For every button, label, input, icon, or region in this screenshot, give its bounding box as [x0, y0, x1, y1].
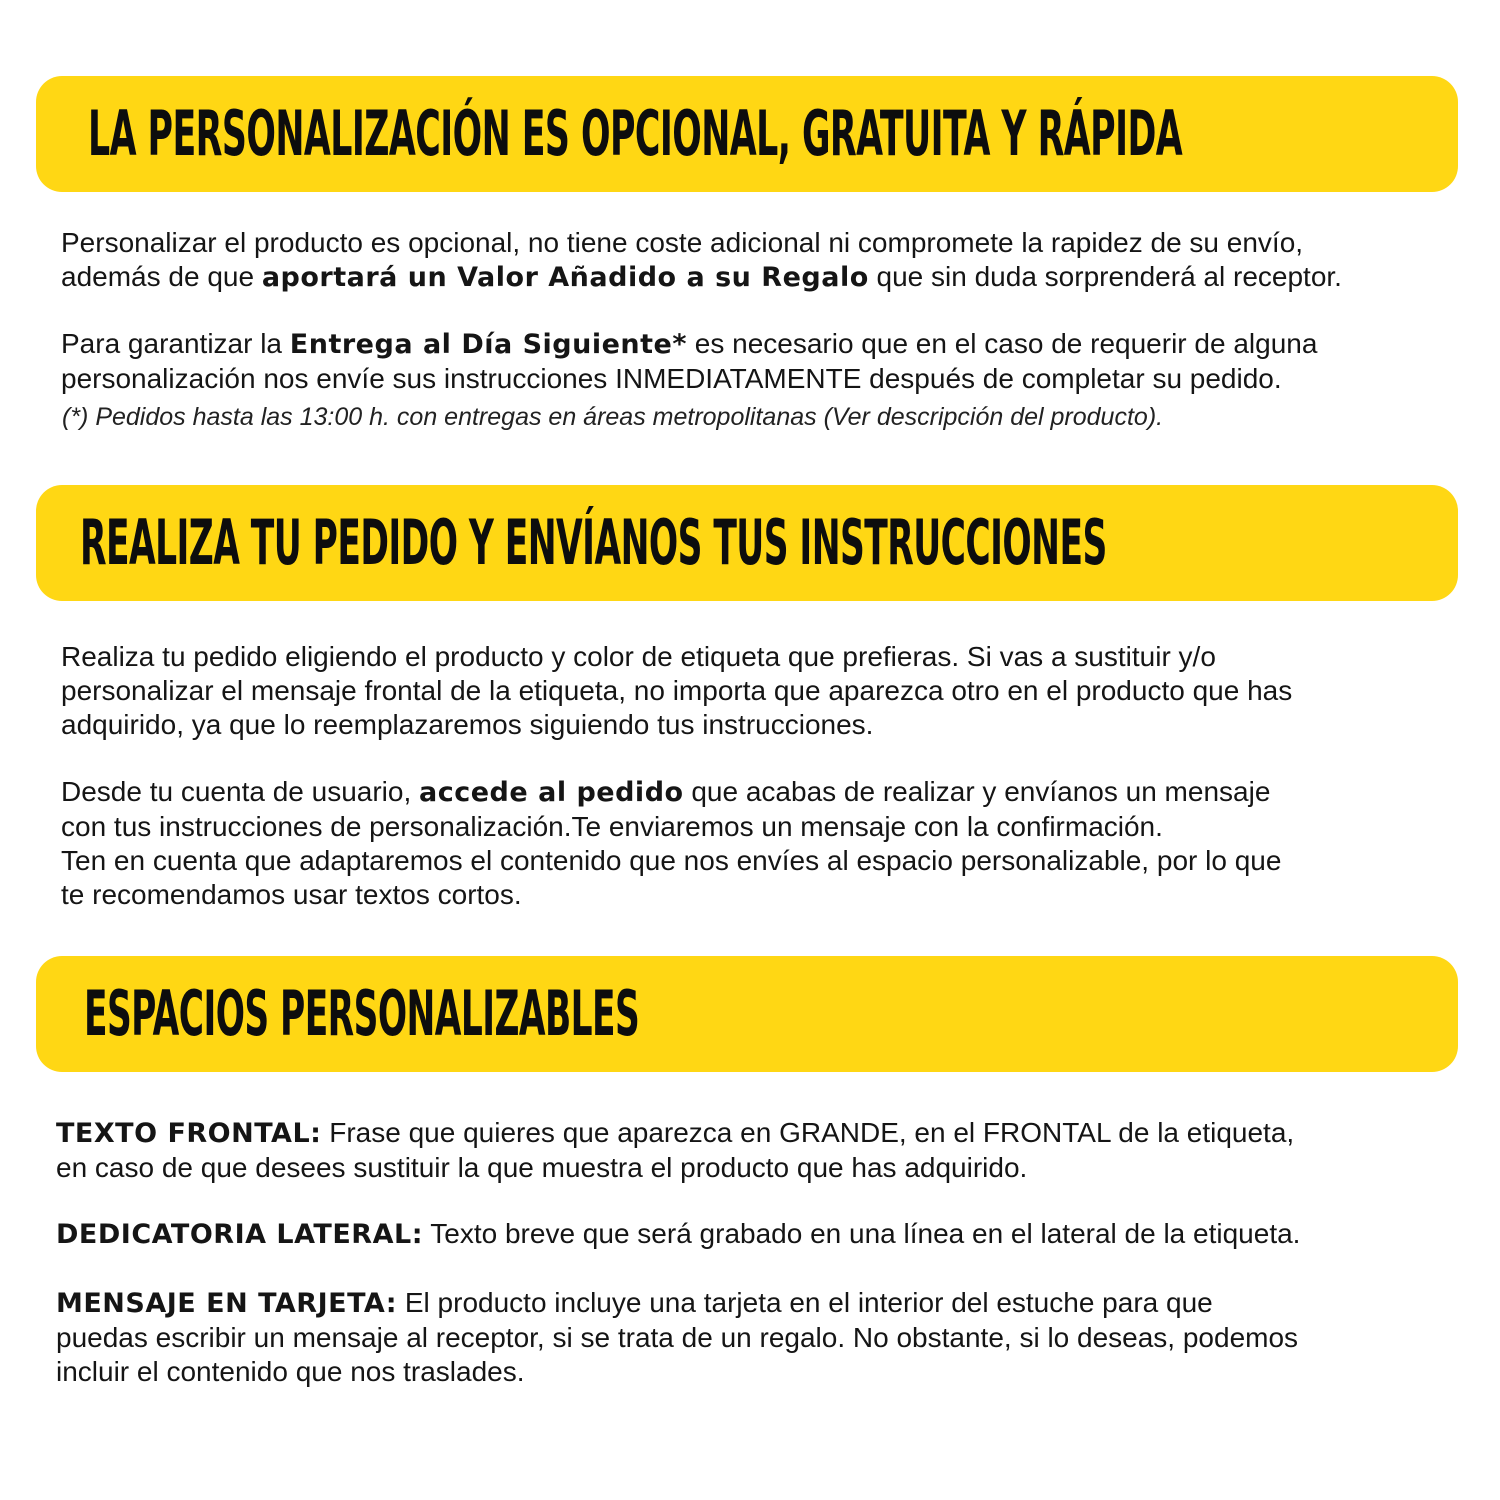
bold-text: accede al pedido	[419, 777, 684, 808]
paragraph-send-instructions	[61, 775, 1281, 912]
paragraph-place-order	[61, 640, 1292, 742]
bold-text: Entrega al Día Siguiente*	[289, 329, 687, 360]
text-line: incluir el contenido que nos traslades.	[56, 1356, 525, 1387]
text-line: que sin duda sorprenderá al receptor.	[868, 261, 1342, 292]
paragraph-optional-intro	[61, 226, 1342, 295]
item-side-dedication	[56, 1217, 1300, 1252]
text-line: Personalizar el producto es opcional, no tiene coste adicional ni compromete la rapidez de su envío,	[61, 227, 1304, 258]
section-title: LA PERSONALIZACIÓN ES OPCIONAL, GRATUITA Y RÁPIDA	[88, 97, 1183, 170]
text-line: es necesario que en el caso de requerir de alguna	[686, 328, 1318, 359]
item-label: TEXTO FRONTAL:	[56, 1118, 322, 1149]
text-line: en caso de que desees sustituir la que muestra el producto que has adquirido.	[56, 1152, 1028, 1183]
bold-text: aportará un Valor Añadido a su Regalo	[261, 262, 869, 293]
paragraph-next-day-delivery	[61, 327, 1317, 396]
footnote: (*) Pedidos hasta las 13:00 h. con entregas en áreas metropolitanas (Ver descripción del producto).	[62, 403, 1164, 431]
item-card-message	[56, 1286, 1298, 1389]
item-front-text	[56, 1116, 1294, 1185]
text-line: puedas escribir un mensaje al receptor, si se trata de un regalo. No obstante, si lo deseas, podemos	[56, 1322, 1299, 1353]
text-line: además de que	[61, 261, 262, 292]
text-line: Texto breve que será grabado en una línea en el lateral de la etiqueta.	[423, 1218, 1301, 1249]
text-line: Desde tu cuenta de usuario,	[61, 776, 420, 807]
text-line: El producto incluye una tarjeta en el interior del estuche para que	[397, 1287, 1213, 1318]
text-line: Realiza tu pedido eligiendo el producto y color de etiqueta que prefieras. Si vas a sustituir y/o	[61, 641, 1216, 672]
item-label: DEDICATORIA LATERAL:	[56, 1219, 423, 1250]
text-line: personalizar el mensaje frontal de la etiqueta, no importa que aparezca otro en el producto que has	[61, 675, 1293, 706]
section-title: ESPACIOS PERSONALIZABLES	[84, 977, 640, 1050]
section-banner-order	[36, 485, 1458, 601]
text-line: te recomendamos usar textos cortos.	[61, 879, 522, 910]
text-line: Para garantizar la	[61, 328, 290, 359]
item-label: MENSAJE EN TARJETA:	[56, 1288, 398, 1319]
section-title: REALIZA TU PEDIDO Y ENVÍANOS TUS INSTRUCCIONES	[80, 506, 1107, 579]
text-line: con tus instrucciones de personalización.Te enviaremos un mensaje con la confirmación.	[61, 811, 1163, 842]
text-line: Ten en cuenta que adaptaremos el contenido que nos envíes al espacio personalizable, por lo que	[61, 845, 1282, 876]
section-banner-optional	[36, 76, 1458, 192]
text-line: personalización nos envíe sus instrucciones INMEDIATAMENTE después de completar su pedido.	[61, 363, 1282, 394]
text-line: adquirido, ya que lo reemplazaremos siguiendo tus instrucciones.	[61, 709, 874, 740]
text-line: que acabas de realizar y envíanos un mensaje	[683, 776, 1271, 807]
section-banner-spaces	[36, 956, 1458, 1072]
text-line: Frase que quieres que aparezca en GRANDE, en el FRONTAL de la etiqueta,	[321, 1117, 1295, 1148]
